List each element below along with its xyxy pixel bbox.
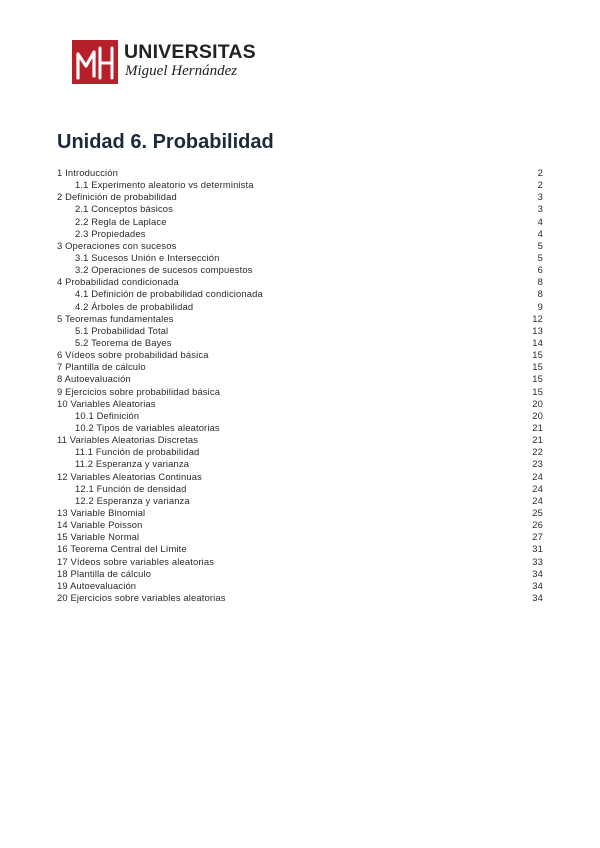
toc-entry[interactable]: [57, 556, 543, 568]
toc-entry-label: 9 Ejercicios sobre probabilidad básica: [57, 385, 221, 397]
toc-entry-label: 5.1 Probabilidad Total: [75, 324, 169, 336]
toc-entry[interactable]: [57, 301, 543, 313]
toc-entry-label: 12.1 Función de densidad: [75, 482, 187, 494]
toc-entry-label: 4.1 Definición de probabilidad condicionada: [75, 288, 263, 300]
toc-entry-page: 8: [537, 288, 543, 300]
toc-entry-label: 5 Teoremas fundamentales: [57, 312, 174, 324]
toc-entry[interactable]: [57, 519, 543, 531]
toc-entry-page: 23: [532, 458, 543, 470]
toc-entry-page: 5: [537, 239, 543, 251]
toc-entry[interactable]: [57, 276, 543, 288]
toc-entry[interactable]: [57, 422, 543, 434]
toc-entry-page: 15: [532, 361, 543, 373]
toc-entry-page: 15: [532, 349, 543, 361]
toc-entry-page: 21: [532, 434, 543, 446]
toc-entry-label: 8 Autoevaluación: [57, 373, 131, 385]
logo-name: UNIVERSITAS: [124, 41, 256, 63]
toc-entry[interactable]: [57, 458, 543, 470]
toc-entry-label: 3.2 Operaciones de sucesos compuestos: [75, 264, 253, 276]
toc-entry[interactable]: [57, 349, 543, 361]
toc-entry[interactable]: [57, 361, 543, 373]
toc-entry[interactable]: [57, 543, 543, 555]
umh-monogram-logo: [72, 40, 118, 84]
toc-entry-page: 4: [537, 215, 543, 227]
toc-entry-label: 1 Introducción: [57, 167, 118, 178]
toc-entry-page: 25: [532, 506, 543, 518]
toc-entry-page: 20: [532, 397, 543, 409]
toc-entry-label: 20 Ejercicios sobre variables aleatorias: [57, 591, 226, 603]
toc-entry[interactable]: [57, 410, 543, 422]
toc-entry-page: 12: [532, 312, 543, 324]
toc-entry-label: 2.1 Conceptos básicos: [75, 203, 173, 215]
toc-entry-label: 11.1 Función de probabilidad: [75, 446, 200, 458]
toc-entry-page: 24: [532, 482, 543, 494]
toc-entry-page: 31: [532, 543, 543, 555]
toc-entry-label: 1.1 Experimento aleatorio vs determinista: [75, 179, 254, 191]
toc-entry[interactable]: [57, 446, 543, 458]
toc-entry-page: 33: [532, 555, 543, 567]
toc-entry-label: 12.2 Esperanza y varianza: [75, 494, 190, 506]
toc-entry[interactable]: [57, 568, 543, 580]
toc-entry[interactable]: [57, 337, 543, 349]
toc-entry-page: 27: [532, 531, 543, 543]
toc-entry-page: 20: [532, 409, 543, 421]
toc-entry-label: 10 Variables Aleatorias: [57, 397, 156, 409]
toc-entry[interactable]: [57, 531, 543, 543]
toc-entry[interactable]: [57, 288, 543, 300]
toc-entry[interactable]: [57, 167, 543, 179]
toc-entry-label: 4 Probabilidad condicionada: [57, 276, 179, 288]
toc-entry-page: 22: [532, 446, 543, 458]
toc-entry-label: 2 Definición de probabilidad: [57, 191, 177, 203]
toc-entry-label: 18 Plantilla de cálculo: [57, 567, 152, 579]
toc-entry-label: 2.3 Propiedades: [75, 227, 146, 239]
toc-entry-page: 15: [532, 385, 543, 397]
toc-entry[interactable]: [57, 434, 543, 446]
toc-entry-page: 3: [537, 203, 543, 215]
toc-entry-page: 8: [537, 276, 543, 288]
toc-entry-page: 2: [537, 179, 543, 191]
toc-entry[interactable]: [57, 191, 543, 203]
toc-entry[interactable]: [57, 373, 543, 385]
toc-entry[interactable]: [57, 240, 543, 252]
toc-entry-label: 3.1 Sucesos Unión e Intersección: [75, 251, 220, 263]
university-logo: [72, 40, 272, 84]
toc-entry-label: 14 Variable Poisson: [57, 519, 143, 531]
toc-entry-page: 24: [532, 494, 543, 506]
toc-entry-label: 13 Variable Binomial: [57, 506, 146, 518]
toc-entry-label: 11.2 Esperanza y varianza: [75, 458, 190, 470]
toc-entry[interactable]: [57, 471, 543, 483]
toc-entry[interactable]: [57, 216, 543, 228]
toc-entry[interactable]: [57, 228, 543, 240]
toc-entry-page: 34: [532, 579, 543, 591]
toc-entry[interactable]: [57, 313, 543, 325]
toc-entry-label: 2.2 Regla de Laplace: [75, 215, 167, 227]
toc-entry-label: 17 Vídeos sobre variables aleatorias: [57, 555, 215, 567]
toc-entry[interactable]: [57, 507, 543, 519]
toc-entry[interactable]: [57, 203, 543, 215]
toc-entry-page: 9: [537, 300, 543, 312]
toc-entry-page: 34: [532, 591, 543, 603]
toc-entry[interactable]: [57, 495, 543, 507]
toc-entry-page: 6: [537, 264, 543, 276]
toc-entry[interactable]: [57, 252, 543, 264]
toc-entry-page: 3: [537, 191, 543, 203]
toc-entry-label: 16 Teorema Central del Límite: [57, 543, 187, 555]
document-title: Unidad 6. Probabilidad: [57, 131, 274, 153]
toc-entry-label: 12 Variables Aleatorias Continuas: [57, 470, 202, 482]
toc-entry-page: 4: [537, 227, 543, 239]
toc-entry-label: 4.2 Árboles de probabilidad: [75, 300, 194, 312]
toc-entry[interactable]: [57, 483, 543, 495]
toc-entry-page: 15: [532, 373, 543, 385]
toc-entry[interactable]: [57, 592, 543, 604]
toc-entry-label: 7 Plantilla de cálculo: [57, 361, 146, 373]
toc-entry[interactable]: [57, 580, 543, 592]
toc-entry-page: 34: [532, 567, 543, 579]
toc-entry-page: 2: [537, 167, 543, 178]
logo-subtitle: Miguel Hernández: [125, 63, 238, 79]
table-of-contents: [57, 167, 543, 604]
toc-entry-label: 19 Autoevaluación: [57, 579, 137, 591]
toc-entry-label: 10.2 Tipos de variables aleatorias: [75, 421, 220, 433]
toc-entry-label: 3 Operaciones con sucesos: [57, 239, 177, 251]
toc-entry[interactable]: [57, 398, 543, 410]
toc-entry[interactable]: [57, 386, 543, 398]
toc-entry-page: 24: [532, 470, 543, 482]
toc-entry[interactable]: [57, 179, 543, 191]
toc-entry-page: 21: [532, 421, 543, 433]
toc-entry-label: 11 Variables Aleatorias Discretas: [57, 434, 199, 446]
toc-entry-label: 5.2 Teorema de Bayes: [75, 336, 172, 348]
toc-entry-label: 10.1 Definición: [75, 409, 140, 421]
toc-entry-label: 6 Vídeos sobre probabilidad básica: [57, 349, 209, 361]
toc-entry[interactable]: [57, 325, 543, 337]
toc-entry-page: 14: [532, 336, 543, 348]
toc-entry[interactable]: [57, 264, 543, 276]
toc-entry-label: 15 Variable Normal: [57, 531, 140, 543]
toc-entry-page: 13: [532, 324, 543, 336]
toc-entry-page: 5: [537, 251, 543, 263]
toc-entry-page: 26: [532, 519, 543, 531]
